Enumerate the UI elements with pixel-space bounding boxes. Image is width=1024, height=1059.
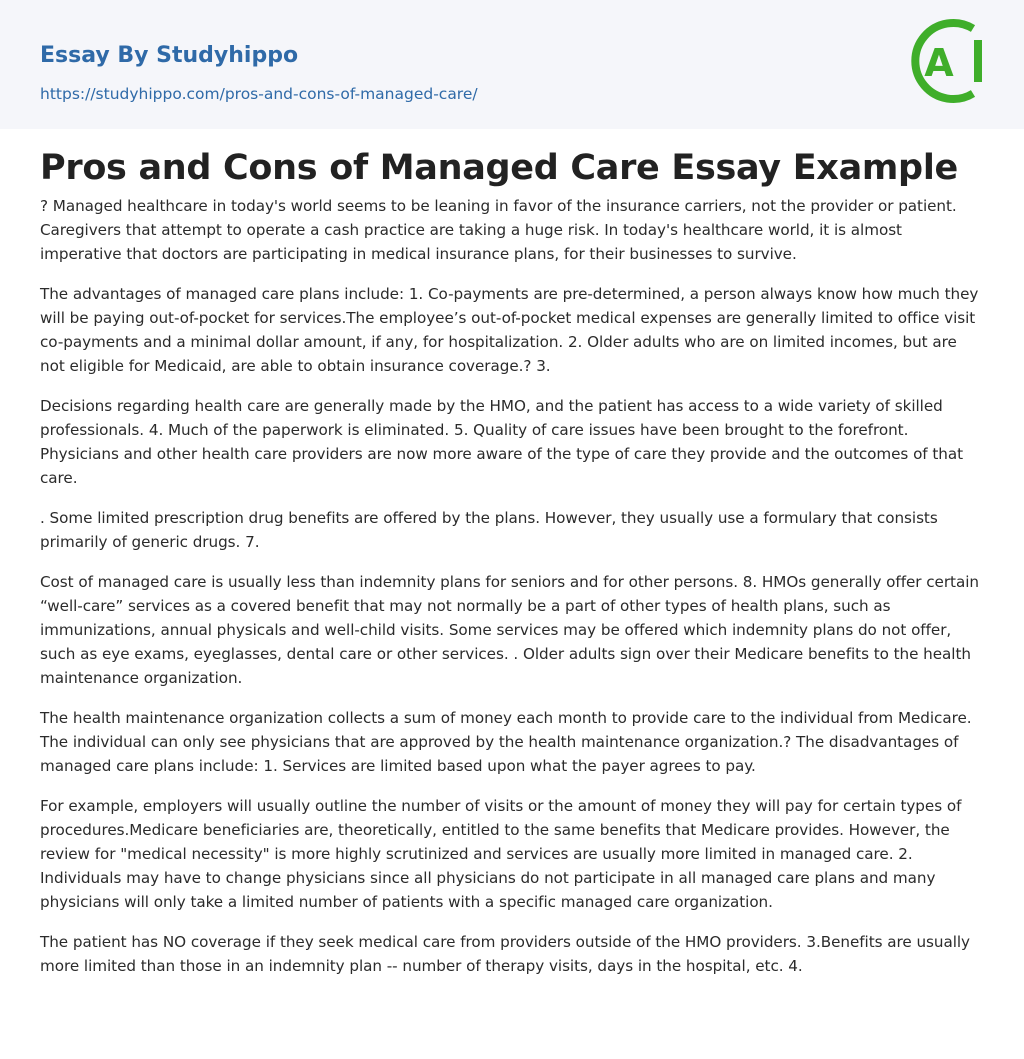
site-header	[0, 0, 1024, 129]
essay-paragraph: The patient has NO coverage if they seek medical care from providers outside of the HMO providers. 3.Benefits are usually more limited than those in an indemnity plan -- number of therapy visits, days in the hospital, etc. 4.	[40, 933, 970, 975]
essay-paragraph: The health maintenance organization collects a sum of money each month to provide care to the individual from Medicare. The individual can only see physicians that are approved by the health maintenance organization.? The disadvantages of managed care plans include: 1. Services are limited based upon what the payer agrees to pay.	[40, 709, 972, 775]
page-title: Pros and Cons of Managed Care Essay Example	[40, 148, 958, 188]
essay-paragraph: The advantages of managed care plans include: 1. Co-payments are pre-determined, a person always know how much they will be paying out-of-pocket for services.The employee’s out-of-pocket medical expenses are generally limited to office visit co-payments and a minimal dollar amount, if any, for hospitalization. 2. Older adults who are on limited incomes, but are not eligible for Medicaid, are able to obtain insurance coverage.? 3.	[40, 285, 979, 375]
essay-paragraph: Decisions regarding health care are generally made by the HMO, and the patient has access to a wide variety of skilled professionals. 4. Much of the paperwork is eliminated. 5. Quality of care issues have been brought to the forefront. Physicians and other health care providers are now more aware of the type of care they provide and the outcomes of that care.	[40, 397, 964, 487]
essay-paragraph: ? Managed healthcare in today's world seems to be leaning in favor of the insurance carriers, not the provider or patient. Caregivers that attempt to operate a cash practice are taking a huge risk. In today's healthcare world, it is almost imperative that doctors are participating in medical insurance plans, for their businesses to survive.	[40, 197, 957, 263]
essay-paragraph: . Some limited prescription drug benefits are offered by the plans. However, they usually use a formulary that consists primarily of generic drugs. 7.	[40, 509, 938, 551]
logo-letter: A	[924, 41, 954, 85]
essay-paragraph: For example, employers will usually outline the number of visits or the amount of money they will pay for certain types of procedures.Medicare beneficiaries are, theoretically, entitled to the same benefits that Medicare provides. However, the review for "medical necessity" is more highly scrutinized and services are usually more limited in managed care. 2. Individuals may have to change physicians since all physicians do not participate in all managed care plans and many physicians will only take a limited number of patients with a specific managed care organization.	[40, 797, 962, 911]
site-brand[interactable]: Essay By Studyhippo	[40, 43, 299, 68]
studyhippo-logo-icon[interactable]	[910, 18, 988, 106]
article	[0, 129, 1024, 978]
essay-paragraph: Cost of managed care is usually less than indemnity plans for seniors and for other persons. 8. HMOs generally offer certain “well-care” services as a covered benefit that may not normally be a part of other types of health plans, such as immunizations, annual physicals and well-child visits. Some services may be offered which indemnity plans do not offer, such as eye exams, eyeglasses, dental care or other services. . Older adults sign over their Medicare benefits to the health maintenance organization.	[40, 573, 979, 687]
page-url-link[interactable]: https://studyhippo.com/pros-and-cons-of-managed-care/	[40, 85, 478, 103]
